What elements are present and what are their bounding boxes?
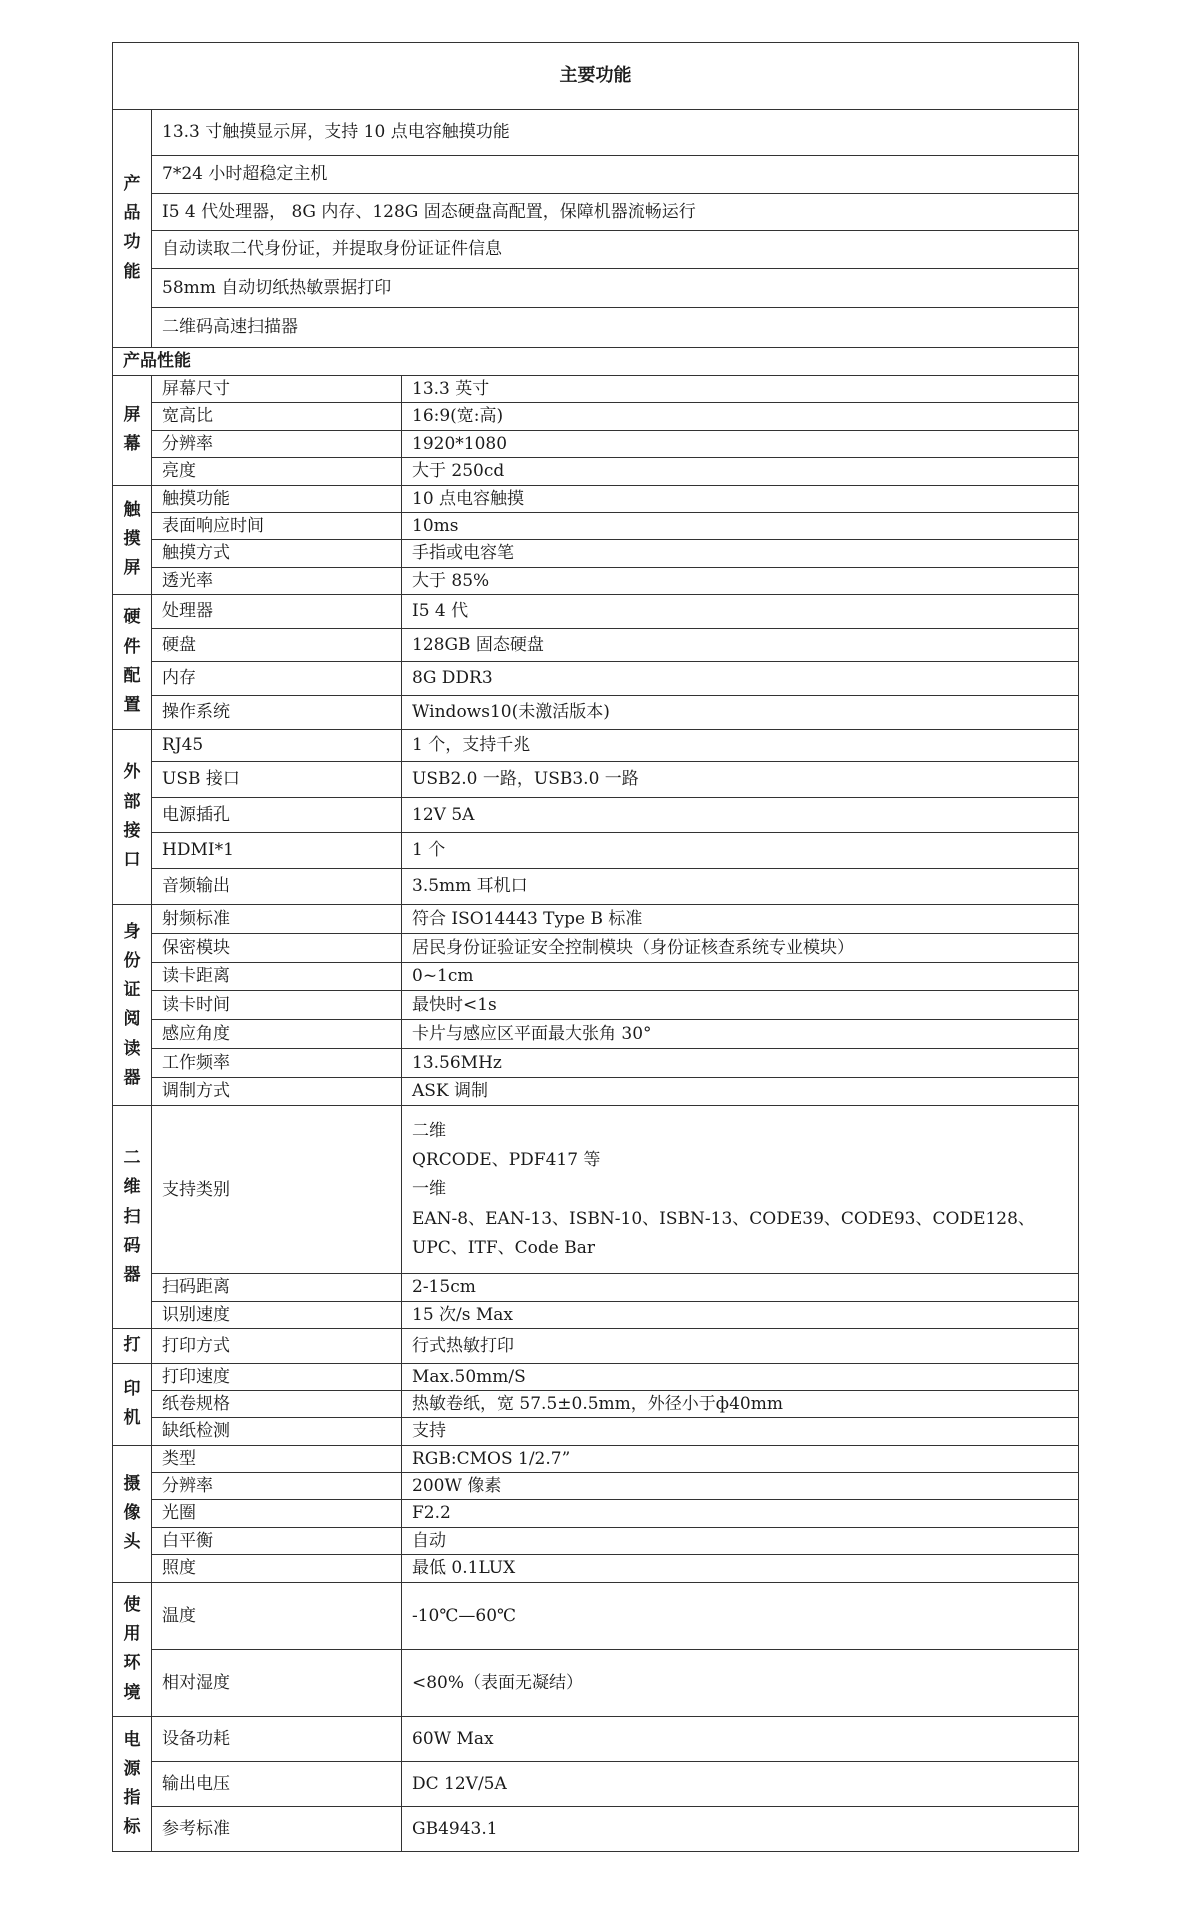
- spec-name: 类型: [152, 1445, 402, 1472]
- section-label-text: 身份证阅读器: [123, 921, 141, 1088]
- spec-name: 读卡距离: [152, 962, 402, 991]
- spec-name: 输出电压: [152, 1761, 402, 1806]
- spec-row: [113, 567, 1079, 594]
- spec-row: [113, 1301, 1079, 1328]
- spec-name: 电源插孔: [152, 798, 402, 833]
- spec-value: 13.3 英寸: [402, 376, 1079, 403]
- spec-row: [113, 1020, 1079, 1049]
- spec-row: [113, 1363, 1079, 1390]
- spec-value-line: 二维: [412, 1120, 446, 1141]
- spec-value: 大于 250cd: [402, 458, 1079, 485]
- spec-value: 大于 85%: [402, 567, 1079, 594]
- spec-value: 3.5mm 耳机口: [402, 868, 1079, 905]
- spec-value: 8G DDR3: [402, 662, 1079, 696]
- spec-value: 居民身份证验证安全控制模块（身份证核查系统专业模块）: [402, 933, 1079, 962]
- spec-row: [113, 1445, 1079, 1472]
- spec-name: 内存: [152, 662, 402, 696]
- spec-name: 音频输出: [152, 868, 402, 905]
- section-label: [113, 595, 152, 730]
- spec-name: 参考标准: [152, 1806, 402, 1851]
- section-label: [113, 1329, 152, 1363]
- section-label-text: 屏幕: [123, 405, 141, 455]
- feature-row: [113, 155, 1079, 193]
- spec-value: 10 点电容触摸: [402, 485, 1079, 512]
- spec-row: [113, 761, 1079, 798]
- spec-name: 感应角度: [152, 1020, 402, 1049]
- spec-value: RGB:CMOS 1/2.7”: [402, 1445, 1079, 1472]
- spec-value: 1 个: [402, 833, 1079, 868]
- spec-name: 打印速度: [152, 1363, 402, 1390]
- feature-item: 自动读取二代身份证，并提取身份证证件信息: [152, 231, 1079, 269]
- spec-value: Windows10(未激活版本): [402, 695, 1079, 729]
- spec-row: [113, 1527, 1079, 1554]
- spec-value-multiline: [402, 1106, 1079, 1274]
- spec-row: [113, 430, 1079, 457]
- performance-heading: 产品性能: [113, 347, 1079, 376]
- feature-row: [113, 193, 1079, 231]
- spec-row: [113, 485, 1079, 512]
- section-label: [113, 1445, 152, 1582]
- spec-name: 扫码距离: [152, 1274, 402, 1301]
- spec-row: [113, 1473, 1079, 1500]
- spec-name: 支持类别: [152, 1106, 402, 1274]
- spec-name: 打印方式: [152, 1329, 402, 1363]
- spec-row: [113, 729, 1079, 761]
- spec-value: 最快时<1s: [402, 991, 1079, 1020]
- section-label-text: 打: [123, 1335, 141, 1356]
- section-label-text: 触摸屏: [123, 499, 141, 579]
- spec-value: 热敏卷纸，宽 57.5±0.5mm，外径小于ф40mm: [402, 1390, 1079, 1417]
- section-label-product-function: [113, 110, 152, 347]
- section-label-text: 摄像头: [123, 1473, 141, 1553]
- spec-name: 屏幕尺寸: [152, 376, 402, 403]
- spec-row: [113, 1806, 1079, 1851]
- spec-row: [113, 1761, 1079, 1806]
- spec-row: [113, 1329, 1079, 1363]
- spec-row: [113, 1582, 1079, 1649]
- spec-value: 12V 5A: [402, 798, 1079, 833]
- spec-row: [113, 868, 1079, 905]
- section-label: [113, 485, 152, 595]
- spec-name: 分辨率: [152, 430, 402, 457]
- spec-row: [113, 376, 1079, 403]
- spec-name: 硬盘: [152, 628, 402, 662]
- section-label-text: 硬件配置: [123, 607, 141, 716]
- spec-row: [113, 798, 1079, 833]
- spec-name: 处理器: [152, 595, 402, 629]
- spec-row: [113, 695, 1079, 729]
- page-title: 主要功能: [113, 43, 1079, 110]
- spec-name: 射频标准: [152, 905, 402, 934]
- section-label-text: 外部接口: [123, 762, 141, 871]
- spec-row: [113, 905, 1079, 934]
- spec-value: Max.50mm/S: [402, 1363, 1079, 1390]
- spec-name: 宽高比: [152, 403, 402, 430]
- spec-value: 自动: [402, 1527, 1079, 1554]
- spec-value: 10ms: [402, 512, 1079, 539]
- spec-value: 200W 像素: [402, 1473, 1079, 1500]
- spec-row: [113, 628, 1079, 662]
- spec-row: [113, 833, 1079, 868]
- section-label-text: 印机: [123, 1378, 141, 1429]
- spec-value-line: UPC、ITF、Code Bar: [412, 1237, 595, 1258]
- spec-name: 亮度: [152, 458, 402, 485]
- spec-value: 128GB 固态硬盘: [402, 628, 1079, 662]
- spec-value: 2-15cm: [402, 1274, 1079, 1301]
- spec-name: 相对湿度: [152, 1649, 402, 1716]
- section-label: [113, 1582, 152, 1717]
- feature-row: [113, 231, 1079, 269]
- spec-name: 操作系统: [152, 695, 402, 729]
- section-label: [113, 1717, 152, 1852]
- spec-name: 缺纸检测: [152, 1418, 402, 1445]
- spec-value-line: 一维: [412, 1179, 446, 1200]
- feature-row: [113, 307, 1079, 347]
- spec-table-body: [113, 43, 1079, 1852]
- spec-value: 行式热敏打印: [402, 1329, 1079, 1363]
- spec-name: 设备功耗: [152, 1717, 402, 1762]
- spec-name: 温度: [152, 1582, 402, 1649]
- spec-value: 手指或电容笔: [402, 540, 1079, 567]
- spec-row: [113, 1274, 1079, 1301]
- spec-value: GB4943.1: [402, 1806, 1079, 1851]
- spec-row: [113, 962, 1079, 991]
- spec-value: 最低 0.1LUX: [402, 1555, 1079, 1582]
- spec-name: 照度: [152, 1555, 402, 1582]
- spec-name: 工作频率: [152, 1048, 402, 1077]
- spec-row: [113, 1077, 1079, 1106]
- spec-value-line: QRCODE、PDF417 等: [412, 1150, 601, 1171]
- spec-value: 60W Max: [402, 1717, 1079, 1762]
- spec-value: 16:9(宽:高): [402, 403, 1079, 430]
- spec-value: 符合 ISO14443 Type B 标准: [402, 905, 1079, 934]
- feature-item: 58mm 自动切纸热敏票据打印: [152, 268, 1079, 307]
- spec-value: ASK 调制: [402, 1077, 1079, 1106]
- spec-name: 表面响应时间: [152, 512, 402, 539]
- spec-name: 触摸方式: [152, 540, 402, 567]
- spec-name: RJ45: [152, 729, 402, 761]
- spec-name: 分辨率: [152, 1473, 402, 1500]
- spec-row: [113, 1500, 1079, 1527]
- spec-value: 1 个，支持千兆: [402, 729, 1079, 761]
- spec-value: DC 12V/5A: [402, 1761, 1079, 1806]
- spec-value: 13.56MHz: [402, 1048, 1079, 1077]
- spec-name: 纸卷规格: [152, 1390, 402, 1417]
- spec-name: USB 接口: [152, 761, 402, 798]
- section-label: [113, 729, 152, 905]
- spec-row: [113, 1390, 1079, 1417]
- spec-row: [113, 540, 1079, 567]
- spec-row: [113, 1649, 1079, 1716]
- spec-row: [113, 403, 1079, 430]
- spec-row: [113, 1555, 1079, 1582]
- title-row: [113, 43, 1079, 110]
- spec-name: 触摸功能: [152, 485, 402, 512]
- spec-value: I5 4 代: [402, 595, 1079, 629]
- feature-row: [113, 110, 1079, 156]
- spec-value: F2.2: [402, 1500, 1079, 1527]
- spec-row: [113, 991, 1079, 1020]
- spec-name: 识别速度: [152, 1301, 402, 1328]
- spec-row: [113, 1418, 1079, 1445]
- feature-item: I5 4 代处理器， 8G 内存、128G 固态硬盘高配置，保障机器流畅运行: [152, 193, 1079, 231]
- performance-heading-row: [113, 347, 1079, 376]
- spec-value: 支持: [402, 1418, 1079, 1445]
- spec-value: <80%（表面无凝结）: [402, 1649, 1079, 1716]
- spec-value-line: EAN-8、EAN-13、ISBN-10、ISBN-13、CODE39、CODE93、CODE128、: [412, 1208, 1035, 1229]
- section-label: [113, 376, 152, 486]
- spec-value: -10℃—60℃: [402, 1582, 1079, 1649]
- section-label: [113, 1106, 152, 1329]
- spec-name: 透光率: [152, 567, 402, 594]
- spec-value: 0~1cm: [402, 962, 1079, 991]
- spec-name: 保密模块: [152, 933, 402, 962]
- section-label-text: 使用环境: [123, 1594, 141, 1703]
- spec-row: [113, 1048, 1079, 1077]
- section-label: [113, 905, 152, 1106]
- spec-table: [112, 42, 1079, 1852]
- spec-value: 1920*1080: [402, 430, 1079, 457]
- section-label: [113, 1363, 152, 1445]
- spec-value: 15 次/s Max: [402, 1301, 1079, 1328]
- spec-row: [113, 662, 1079, 696]
- spec-name: HDMI*1: [152, 833, 402, 868]
- feature-item: 二维码高速扫描器: [152, 307, 1079, 347]
- spec-name: 读卡时间: [152, 991, 402, 1020]
- spec-row: [113, 458, 1079, 485]
- spec-row: [113, 512, 1079, 539]
- feature-row: [113, 268, 1079, 307]
- section-label-text: 产品功能: [123, 173, 141, 282]
- feature-item: 7*24 小时超稳定主机: [152, 155, 1079, 193]
- section-label-text: 二维扫码器: [123, 1148, 141, 1286]
- spec-name: 白平衡: [152, 1527, 402, 1554]
- spec-value: USB2.0 一路，USB3.0 一路: [402, 761, 1079, 798]
- spec-row: [113, 1106, 1079, 1274]
- spec-name: 光圈: [152, 1500, 402, 1527]
- spec-row: [113, 933, 1079, 962]
- spec-row: [113, 595, 1079, 629]
- spec-row: [113, 1717, 1079, 1762]
- spec-value: 卡片与感应区平面最大张角 30°: [402, 1020, 1079, 1049]
- section-label-text: 电源指标: [123, 1729, 141, 1838]
- spec-name: 调制方式: [152, 1077, 402, 1106]
- feature-item: 13.3 寸触摸显示屏，支持 10 点电容触摸功能: [152, 110, 1079, 156]
